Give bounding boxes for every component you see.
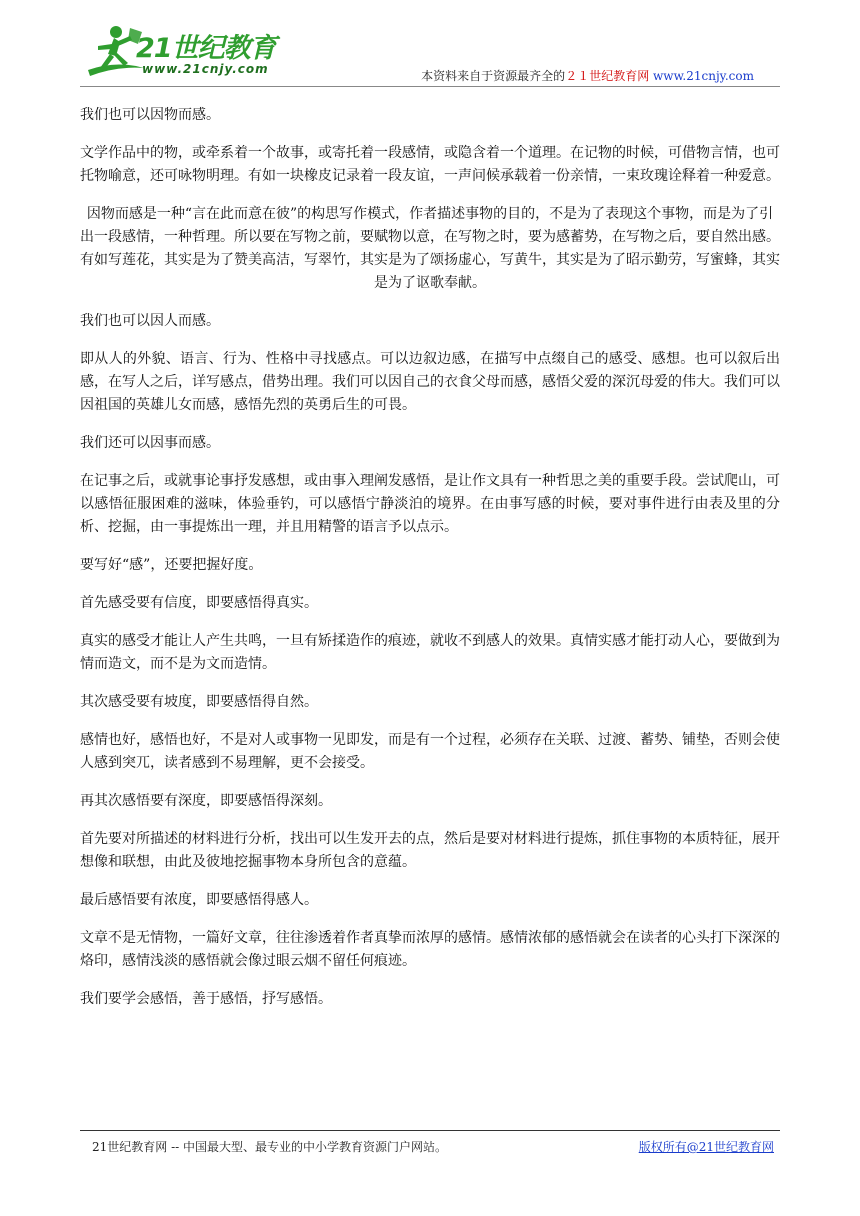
header-divider — [80, 86, 780, 87]
paragraph: 最后感悟要有浓度，即要感悟得感人。 — [80, 892, 318, 908]
paragraph: 感情也好，感悟也好，不是对人或事物一见即发，而是有一个过程，必须存在关联、过渡、蓄势、铺垫，否则会使人感到突兀，读者感到不易理解，更不会接受。 — [80, 732, 780, 771]
paragraph: 我们也可以因物而感。 — [80, 107, 220, 123]
paragraph: 首先要对所描述的材料进行分析，找出可以生发开去的点，然后是要对材料进行提炼，抓住事物的本质特征，展开想像和联想，由此及彼地挖掘事物本身所包含的意蕴。 — [80, 831, 780, 870]
paragraph: 即从人的外貌、语言、行为、性格中寻找感点。可以边叙边感，在描写中点缀自己的感受、感想。也可以叙后出感，在写人之后，详写感点，借势出理。我们可以因自己的衣食父母而感，感悟父爱的深沉母爱的伟大。我们可以因祖国的英雄儿女而感，感悟先烈的英勇后生的可畏。 — [80, 351, 780, 413]
header-source-note — [421, 67, 754, 84]
page-header — [0, 0, 860, 92]
paragraph: 因物而感是一种“言在此而意在彼”的构思写作模式，作者描述事物的目的，不是为了表现这个事物，而是为了引出一段感情，一种哲理。所以要在写物之前，要赋物以意，在写物之时，要为感蓄势，在写物之后，要自然出感。有如写莲花，其实是为了赞美高洁，写翠竹，其实是为了颂扬虚心，写黄牛，其实是为了昭示勤劳，写蜜蜂，其实是为了讴歌奉献。 — [80, 206, 780, 291]
footer-divider — [80, 1130, 780, 1131]
paragraph: 在记事之后，或就事论事抒发感想，或由事入理阐发感悟，是让作文具有一种哲思之美的重要手段。尝试爬山，可以感悟征服困难的滋味，体验垂钓，可以感悟宁静淡泊的境界。在由事写感的时候，要对事件进行由表及里的分析、挖掘，由一事提炼出一理，并且用精警的语言予以点示。 — [80, 473, 780, 535]
header-note-prefix: 本资料来自于资源最齐全的 — [421, 69, 566, 83]
header-note-url[interactable]: www.21cnjy.com — [653, 69, 754, 83]
paragraph: 首先感受要有信度，即要感悟得真实。 — [80, 595, 318, 611]
footer-copyright-link[interactable]: 版权所有@21世纪教育网 — [638, 1140, 774, 1154]
logo — [86, 24, 286, 86]
article-body — [80, 104, 780, 1026]
paragraph: 文章不是无情物，一篇好文章，往往渗透着作者真挚而浓厚的感情。感情浓郁的感悟就会在读者的心头打下深深的烙印，感情浅淡的感悟就会像过眼云烟不留任何痕迹。 — [80, 930, 780, 969]
footer-site-description: 21世纪教育网 -- 中国最大型、最专业的中小学教育资源门户网站。 — [92, 1140, 448, 1154]
paragraph: 我们也可以因人而感。 — [80, 313, 220, 329]
paragraph: 文学作品中的物，或牵系着一个故事，或寄托着一段感情，或隐含着一个道理。在记物的时候，可借物言情，也可托物喻意，还可咏物明理。有如一块橡皮记录着一段友谊，一声问候承载着一份亲情，一束玫瑰诠释着一种爱意。 — [80, 145, 780, 184]
paragraph: 我们还可以因事而感。 — [80, 435, 220, 451]
header-note-site[interactable]: ２１世纪教育网 — [565, 69, 650, 83]
paragraph: 要写好“感”，还要把握好度。 — [80, 557, 263, 573]
paragraph: 我们要学会感悟，善于感悟，抒写感悟。 — [80, 991, 332, 1007]
paragraph: 其次感受要有坡度，即要感悟得自然。 — [80, 694, 318, 710]
logo-text: 21世纪教育 — [136, 33, 276, 64]
logo-url: www.21cnjy.com — [142, 62, 269, 76]
paragraph: 再其次感悟要有深度，即要感悟得深刻。 — [80, 793, 332, 809]
paragraph: 真实的感受才能让人产生共鸣，一旦有矫揉造作的痕迹，就收不到感人的效果。真情实感才能打动人心，要做到为情而造文，而不是为文而造情。 — [80, 633, 780, 672]
